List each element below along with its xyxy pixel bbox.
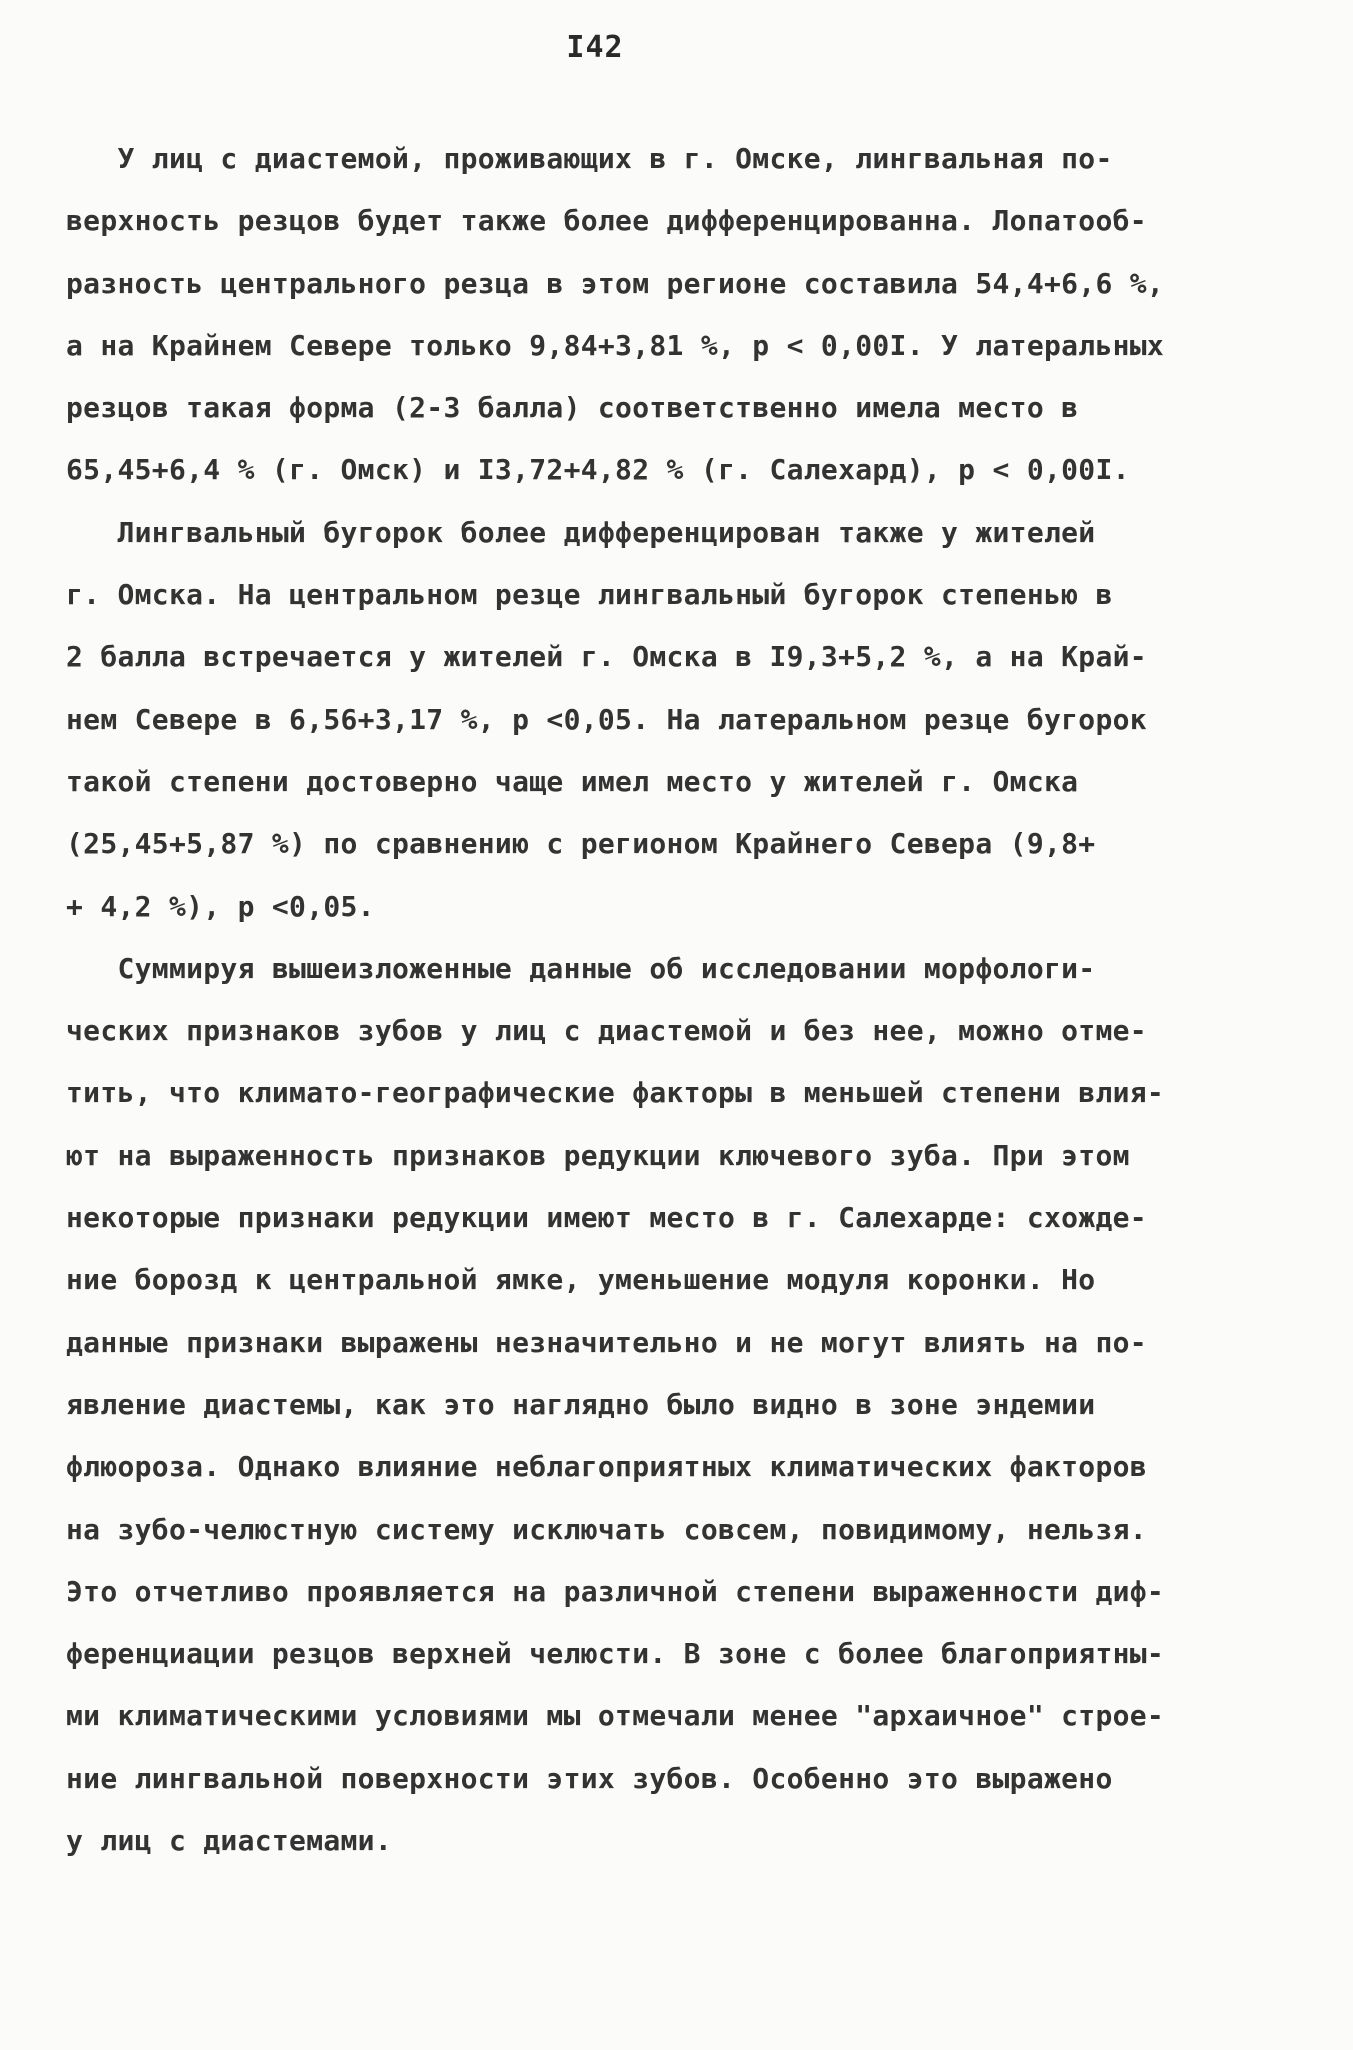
text-line: данные признаки выражены незначительно и не могут влиять на по- — [66, 1325, 1147, 1359]
text-line: некоторые признаки редукции имеют место в г. Салехарде: схожде- — [66, 1201, 1147, 1235]
text-line: 2 балла встречается у жителей г. Омска в I9,3+5,2 %, а на Край- — [66, 640, 1147, 674]
text-line: резцов такая форма (2-3 балла) соответственно имела место в — [66, 391, 1079, 425]
text-line: у лиц с диастемами. — [66, 1824, 392, 1858]
text-line: верхность резцов будет также более дифференцированна. Лопатооб- — [66, 204, 1147, 238]
text-line: + 4,2 %), р <0,05. — [66, 889, 375, 923]
page-number: I42 — [566, 30, 624, 65]
text-line: У лиц с диастемой, проживающих в г. Омске, лингвальная по- — [66, 142, 1113, 175]
text-line: г. Омска. На центральном резце лингвальный бугорок степенью в — [66, 578, 1113, 612]
text-line: Это отчетливо проявляется на различной степени выраженности диф- — [66, 1574, 1165, 1608]
body-text — [66, 128, 1306, 1872]
text-line: тить, что климато-географические факторы в меньшей степени влия- — [66, 1076, 1165, 1110]
text-line: явление диастемы, как это наглядно было видно в зоне эндемии — [66, 1387, 1096, 1421]
text-line: 65,45+6,4 % (г. Омск) и I3,72+4,82 % (г. Салехард), р < 0,00I. — [66, 453, 1130, 487]
text-line: флюороза. Однако влияние неблагоприятных климатических факторов — [66, 1450, 1147, 1484]
text-line: Суммируя вышеизложенные данные об исследовании морфологи- — [66, 951, 1096, 985]
text-line: такой степени достоверно чаще имел место у жителей г. Омска — [66, 764, 1079, 798]
text-line: ференциации резцов верхней челюсти. В зоне с более благоприятны- — [66, 1637, 1165, 1671]
text-line: ми климатическими условиями мы отмечали менее "архаичное" строе- — [66, 1699, 1165, 1733]
text-line: ческих признаков зубов у лиц с диастемой и без нее, можно отме- — [66, 1014, 1147, 1048]
text-line: ние лингвальной поверхности этих зубов. Особенно это выражено — [66, 1761, 1113, 1795]
text-line: нем Севере в 6,56+3,17 %, р <0,05. На латеральном резце бугорок — [66, 702, 1147, 736]
text-line: ют на выраженность признаков редукции ключевого зуба. При этом — [66, 1138, 1130, 1172]
text-line: ние борозд к центральной ямке, уменьшение модуля коронки. Но — [66, 1263, 1096, 1297]
text-line: (25,45+5,87 %) по сравнению с регионом Крайнего Севера (9,8+ — [66, 827, 1096, 861]
text-line: разность центрального резца в этом регионе составила 54,4+6,6 %, — [66, 266, 1165, 300]
text-line: на зубо-челюстную систему исключать совсем, повидимому, нельзя. — [66, 1512, 1147, 1546]
text-line: Лингвальный бугорок более дифференцирован также у жителей — [66, 515, 1096, 549]
text-line: а на Крайнем Севере только 9,84+3,81 %, р < 0,00I. У латеральных — [66, 328, 1165, 362]
